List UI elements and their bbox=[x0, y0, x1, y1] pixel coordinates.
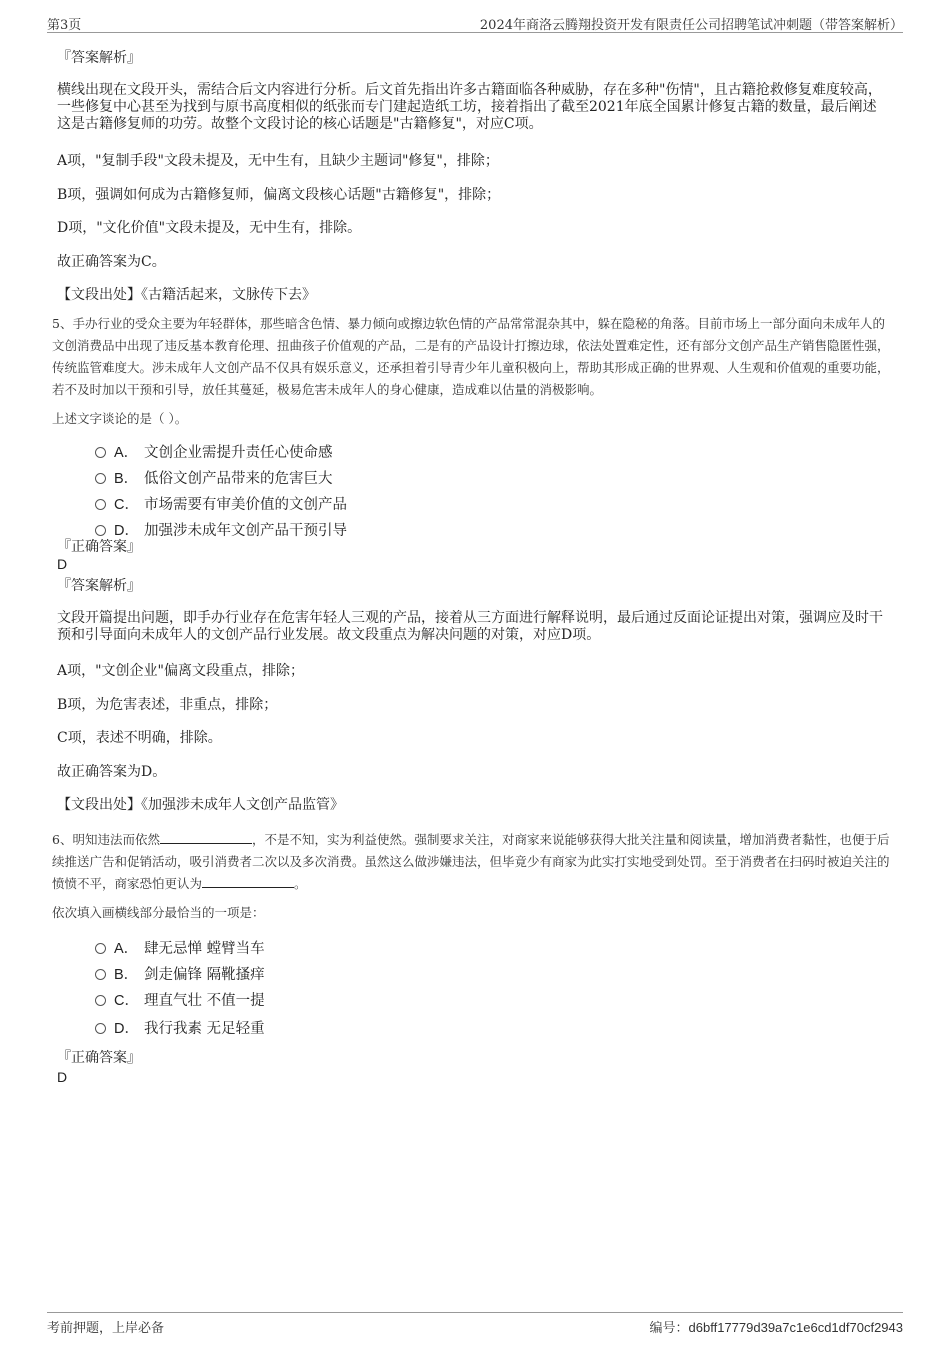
question-6-prompt: 依次填入画横线部分最恰当的一项是： bbox=[52, 905, 265, 920]
radio-icon[interactable] bbox=[95, 995, 106, 1006]
source-citation: 【文段出处】《古籍活起来，文脉传下去》 bbox=[57, 287, 316, 303]
page-footer bbox=[47, 1312, 903, 1335]
source-citation: 【文段出处】《加强涉未成年人文创产品监管》 bbox=[57, 797, 344, 813]
q5-option-a[interactable]: A． 文创企业需提升责任心使命感 bbox=[95, 442, 333, 464]
radio-icon[interactable] bbox=[95, 969, 106, 980]
q6-option-c[interactable]: C． 理直气壮 不值一提 bbox=[95, 990, 265, 1012]
analysis-label: 『答案解析』 bbox=[57, 50, 141, 66]
correct-answer-label: 『正确答案』 bbox=[57, 539, 141, 555]
analysis-text: 横线出现在文段开头，需结合后文内容进行分析。后文首先指出许多古籍面临各种威胁，存在多种"伤情"，且古籍抢救修复难度较高，一些修复中心甚至为找到与原书高度相似的纸张而专门建起造纸工坊，接着指出了截至2021年底全国累计修复古籍的数量，最后阐述这是古籍修复师的功劳。故整个文段讨论的核心话题是"古籍修复"，对应C项。 bbox=[57, 82, 882, 132]
page-number: 第3页 bbox=[47, 18, 82, 33]
analysis-option-d: D项，"文化价值"文段未提及，无中生有，排除。 bbox=[57, 220, 362, 236]
fill-blank-2 bbox=[202, 875, 294, 888]
analysis-option-a: A项，"复制手段"文段未提及，无中生有，且缺少主题词"修复"，排除； bbox=[57, 153, 499, 169]
document-code: 编号：d6bff17779d39a7c1e6cd1df70cf2943 bbox=[649, 1320, 903, 1336]
radio-icon[interactable] bbox=[95, 499, 106, 510]
q5-option-d[interactable]: D． 加强涉未成年文创产品干预引导 bbox=[95, 520, 347, 542]
correct-answer: D bbox=[57, 556, 68, 572]
fill-blank-1 bbox=[160, 831, 252, 844]
q6-option-a[interactable]: A． 肆无忌惮 螳臂当车 bbox=[95, 938, 265, 960]
correct-answer: D bbox=[57, 1069, 68, 1085]
answer-conclusion: 故正确答案为C。 bbox=[57, 254, 166, 270]
question-5-prompt: 上述文字谈论的是（ ）。 bbox=[52, 411, 188, 426]
analysis-option-b: B项，为危害表述，非重点，排除； bbox=[57, 697, 278, 713]
radio-icon[interactable] bbox=[95, 1023, 106, 1034]
question-6-stem: 6、明知违法而依然 ，不是不知，实为利益使然。强制要求关注，对商家来说能够获得大批关注量和阅读量，增加消费者黏性，也便于后续推送广告和促销活动，吸引消费者二次以及多次消费。虽然这么做涉嫌违法，但毕竟少有商家为此实打实地受到处罚。至于消费者在扫码时被迫关注的愤愤不平，商家恐怕更认为 。 bbox=[52, 832, 890, 891]
analysis-text: 文段开篇提出问题，即手办行业存在危害年轻人三观的产品，接着从三方面进行解释说明，最后通过反面论证提出对策，强调应及时干预和引导面向未成年人的文创产品行业发展。故文段重点为解决问题的对策，对应D项。 bbox=[57, 610, 883, 643]
page-header bbox=[47, 12, 903, 33]
analysis-option-a: A项，"文创企业"偏离文段重点，排除； bbox=[57, 663, 304, 679]
q6-option-d[interactable]: D． 我行我素 无足轻重 bbox=[95, 1018, 265, 1040]
analysis-label: 『答案解析』 bbox=[57, 578, 141, 594]
document-title: 2024年商洛云腾翔投资开发有限责任公司招聘笔试冲刺题（带答案解析） bbox=[479, 18, 903, 33]
question-5-stem: 5、手办行业的受众主要为年轻群体，那些暗含色情、暴力倾向或擦边软色情的产品常常混杂其中，躲在隐秘的角落。目前市场上一部分面向未成年人的文创消费品中出现了违反基本教育伦理、扭曲孩子价值观的产品，二是有的产品设计打擦边球，依法处置难定性，还有部分文创产品生产销售隐匿性强，传统监管难度大。涉未成年人文创产品不仅具有娱乐意义，还承担着引导青少年儿童积极向上，帮助其形成正确的世界观、人生观和价值观的重要功能，若不及时加以干预和引导，放任其蔓延，极易危害未成年人的身心健康，造成难以估量的消极影响。 bbox=[52, 316, 890, 397]
footer-slogan: 考前押题，上岸必备 bbox=[47, 1321, 165, 1336]
analysis-option-b: B项，强调如何成为古籍修复师，偏离文段核心话题"古籍修复"，排除； bbox=[57, 187, 501, 203]
analysis-option-c: C项，表述不明确，排除。 bbox=[57, 730, 222, 746]
answer-conclusion: 故正确答案为D。 bbox=[57, 764, 167, 780]
q5-option-b[interactable]: B． 低俗文创产品带来的危害巨大 bbox=[95, 468, 333, 490]
radio-icon[interactable] bbox=[95, 473, 106, 484]
radio-icon[interactable] bbox=[95, 447, 106, 458]
correct-answer-label: 『正确答案』 bbox=[57, 1050, 141, 1066]
q5-option-c[interactable]: C． 市场需要有审美价值的文创产品 bbox=[95, 494, 347, 516]
radio-icon[interactable] bbox=[95, 525, 106, 536]
q6-option-b[interactable]: B． 剑走偏锋 隔靴搔痒 bbox=[95, 964, 265, 986]
radio-icon[interactable] bbox=[95, 943, 106, 954]
